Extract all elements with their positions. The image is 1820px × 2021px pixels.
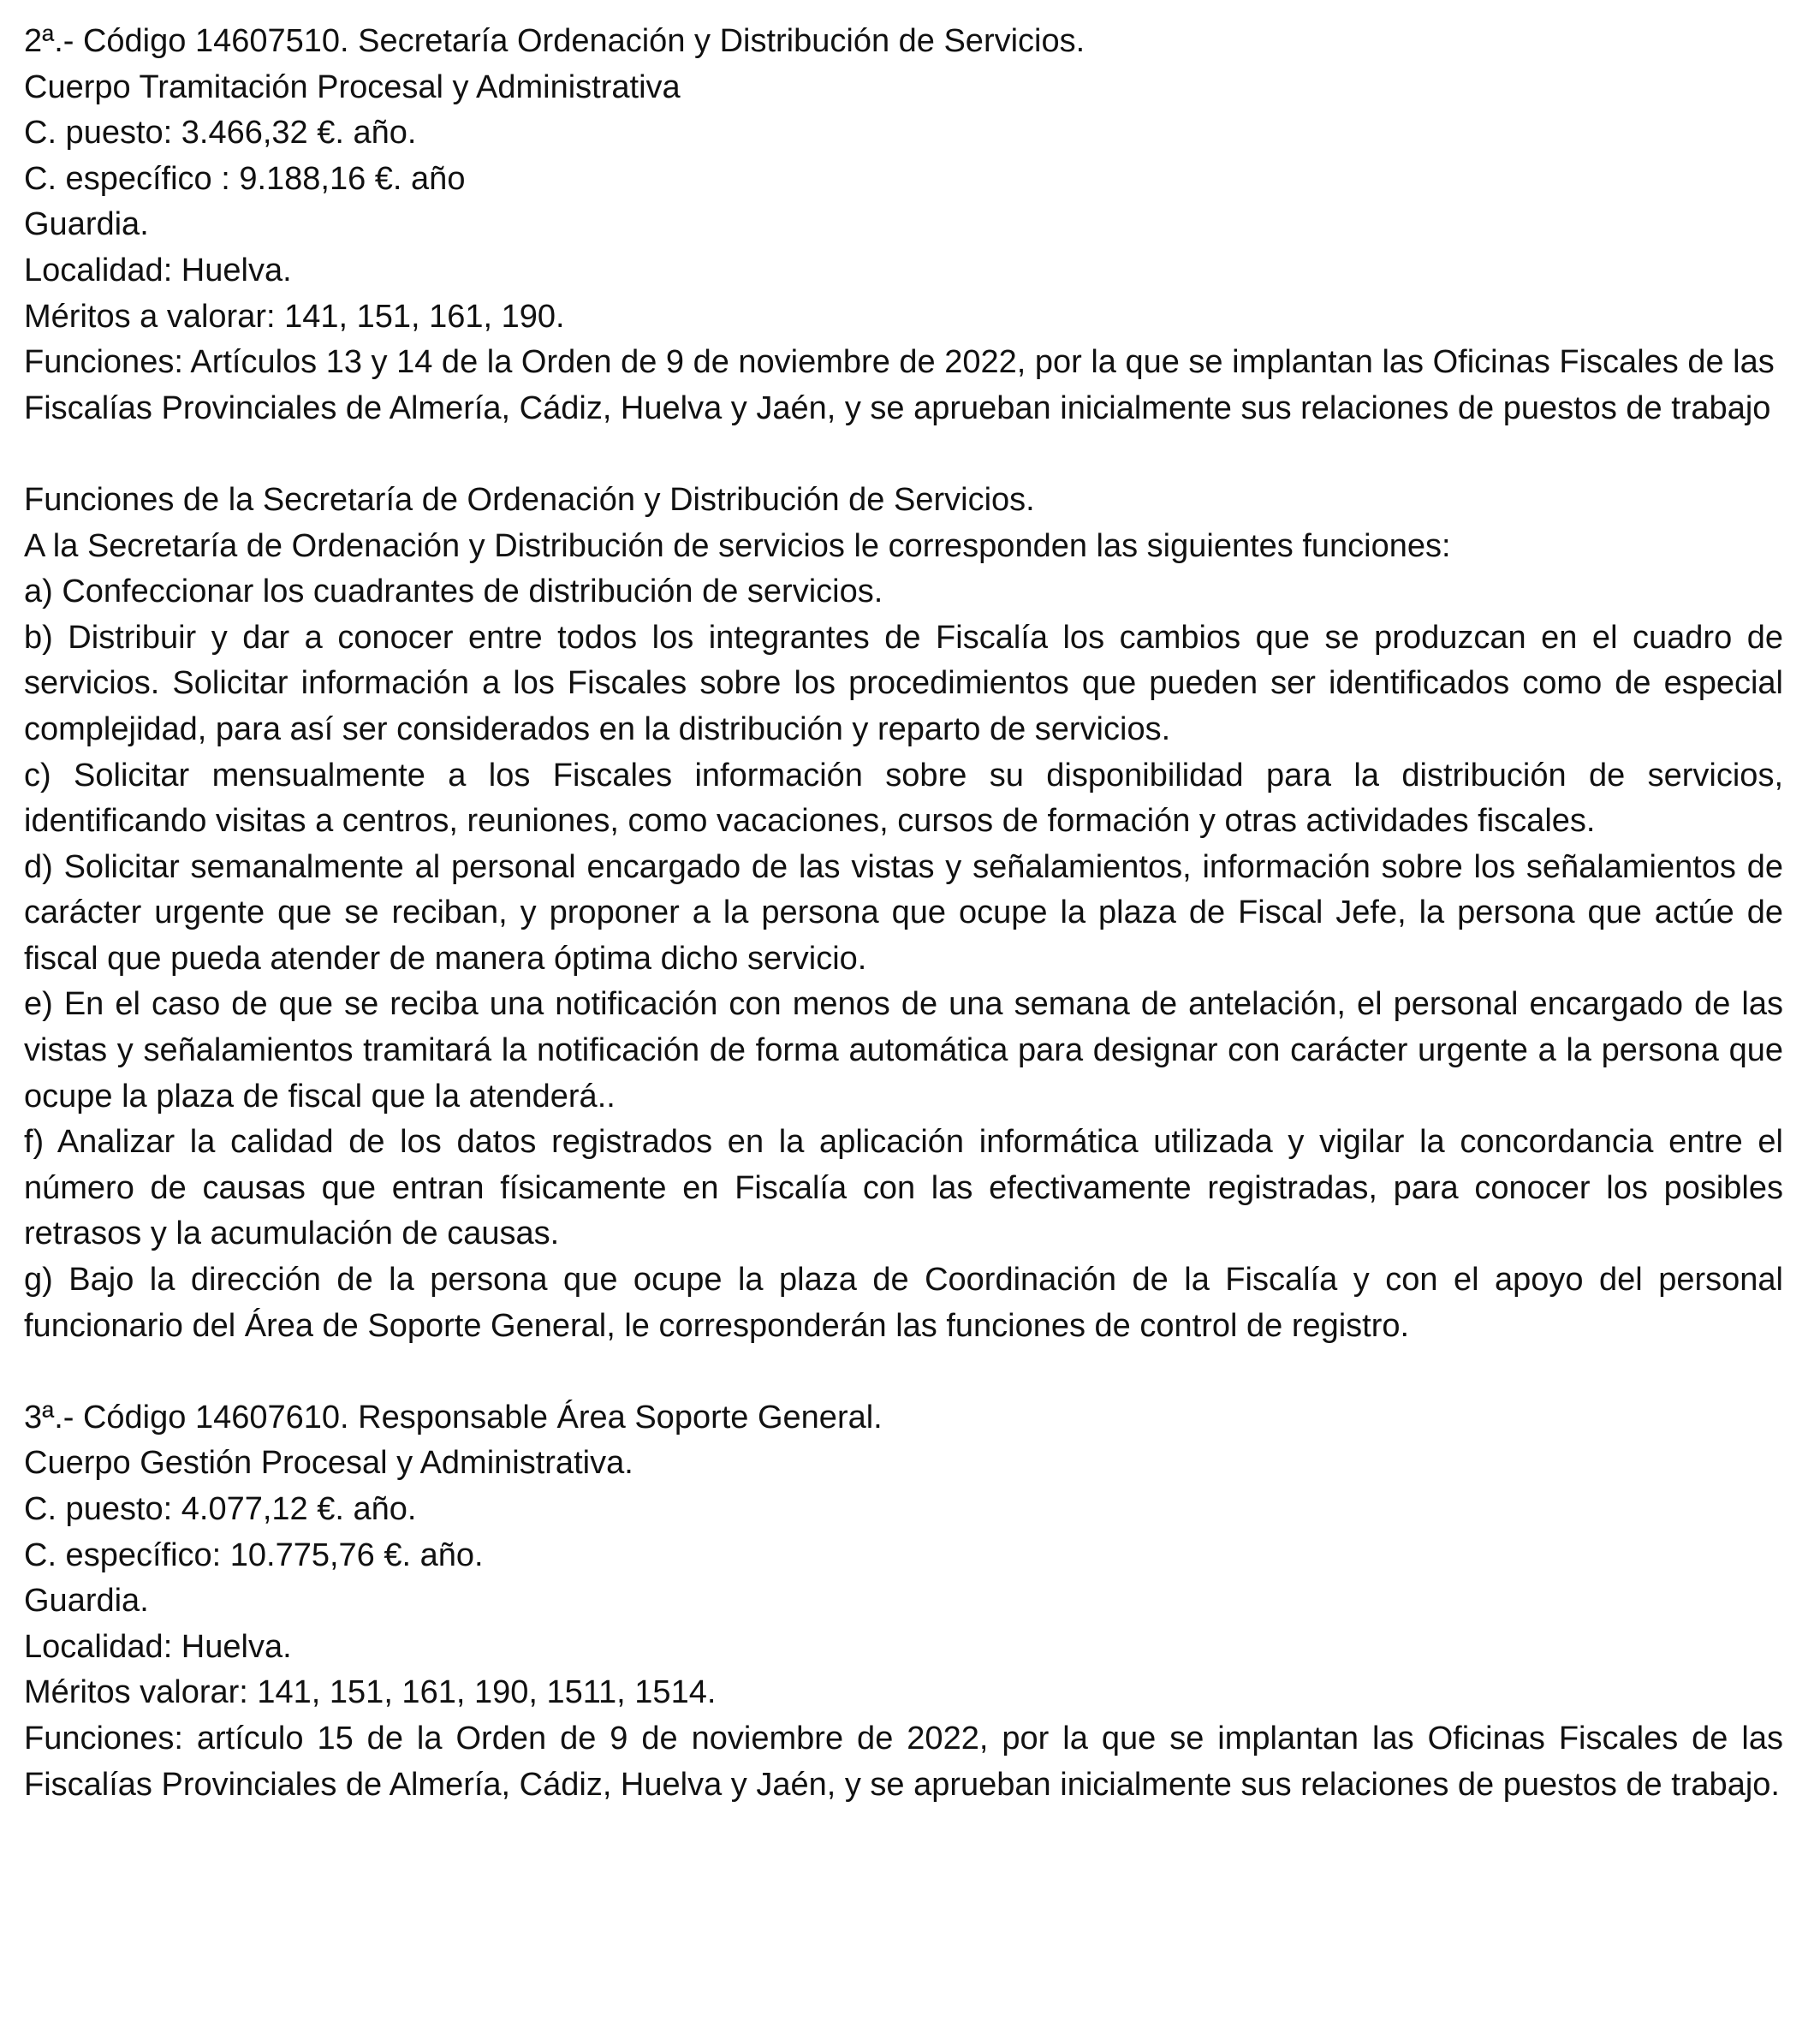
section-3-heading: 3ª.- Código 14607610. Responsable Área Soporte General. bbox=[24, 1399, 883, 1436]
secretaria-funciones bbox=[24, 478, 1783, 1349]
secretaria-intro: A la Secretaría de Ordenación y Distribución de servicios le corresponden las siguientes funciones: bbox=[24, 527, 1451, 564]
section-3 bbox=[24, 1395, 1783, 1808]
section-2-guardia: Guardia. bbox=[24, 206, 149, 243]
function-item-e: e) En el caso de que se reciba una notificación con menos de una semana de antelación, el personal encargado de las vistas y señalamientos tramitará la notificación de forma automática para designar con carácter urgente a la persona que ocupe la plaza de fiscal que la atenderá.. bbox=[24, 986, 1783, 1115]
function-item-g: g) Bajo la dirección de la persona que ocupe la plaza de Coordinación de la Fiscalía y con el apoyo del personal funcionario del Área de Soporte General, le corresponderán las funciones de control de registro. bbox=[24, 1262, 1783, 1344]
section-3-c-especifico: C. específico: 10.775,76 €. año. bbox=[24, 1537, 484, 1573]
section-3-meritos: Méritos valorar: 141, 151, 161, 190, 1511, 1514. bbox=[24, 1674, 717, 1711]
blank-line bbox=[24, 431, 1783, 478]
section-2-heading: 2ª.- Código 14607510. Secretaría Ordenación y Distribución de Servicios. bbox=[24, 23, 1085, 59]
function-item-d: d) Solicitar semanalmente al personal encargado de las vistas y señalamientos, información sobre los señalamientos de carácter urgente que se reciban, y proponer a la persona que ocupe la plaza de Fiscal Jefe, la persona que actúe de fiscal que pueda atender de manera óptima dicho servicio. bbox=[24, 848, 1783, 977]
document-page bbox=[24, 19, 1783, 1808]
function-item-f: f) Analizar la calidad de los datos registrados en la aplicación informática utilizada y vigilar la concordancia entre el número de causas que entran físicamente en Fiscalía con las efectivamente registradas, para conocer los posibles retrasos y la acumulación de causas. bbox=[24, 1124, 1783, 1252]
section-2-meritos: Méritos a valorar: 141, 151, 161, 190. bbox=[24, 298, 565, 335]
section-3-funciones: Funciones: artículo 15 de la Orden de 9 de noviembre de 2022, por la que se implantan las Oficinas Fiscales de las Fiscalías Provinciales de Almería, Cádiz, Huelva y Jaén, y se aprueban inicialmente sus relaciones de puestos de trabajo. bbox=[24, 1720, 1783, 1803]
section-2-localidad: Localidad: Huelva. bbox=[24, 252, 292, 288]
section-2-funciones: Funciones: Artículos 13 y 14 de la Orden de 9 de noviembre de 2022, por la que se implantan las Oficinas Fiscales de las Fiscalías Provinciales de Almería, Cádiz, Huelva y Jaén, y se aprueban inicialmente sus relaciones de puestos de trabajo bbox=[24, 344, 1775, 426]
secretaria-title: Funciones de la Secretaría de Ordenación y Distribución de Servicios. bbox=[24, 481, 1035, 518]
section-3-guardia: Guardia. bbox=[24, 1583, 149, 1620]
function-item-c: c) Solicitar mensualmente a los Fiscales información sobre su disponibilidad para la distribución de servicios, identificando visitas a centros, reuniones, como vacaciones, cursos de formación y otras actividades fiscales. bbox=[24, 757, 1783, 840]
section-3-cuerpo: Cuerpo Gestión Procesal y Administrativa. bbox=[24, 1445, 633, 1482]
blank-line bbox=[24, 1349, 1783, 1395]
section-2 bbox=[24, 19, 1783, 431]
section-3-localidad: Localidad: Huelva. bbox=[24, 1628, 292, 1665]
section-2-c-puesto: C. puesto: 3.466,32 €. año. bbox=[24, 115, 417, 152]
section-2-c-especifico: C. específico : 9.188,16 €. año bbox=[24, 160, 466, 197]
section-2-cuerpo: Cuerpo Tramitación Procesal y Administrativa bbox=[24, 68, 681, 105]
function-item-a: a) Confeccionar los cuadrantes de distribución de servicios. bbox=[24, 574, 883, 610]
function-item-b: b) Distribuir y dar a conocer entre todos los integrantes de Fiscalía los cambios que se produzcan en el cuadro de servicios. Solicitar información a los Fiscales sobre los procedimientos que pueden ser identificados como de especial complejidad, para así ser considerados en la distribución y reparto de servicios. bbox=[24, 619, 1783, 747]
section-3-c-puesto: C. puesto: 4.077,12 €. año. bbox=[24, 1491, 417, 1527]
